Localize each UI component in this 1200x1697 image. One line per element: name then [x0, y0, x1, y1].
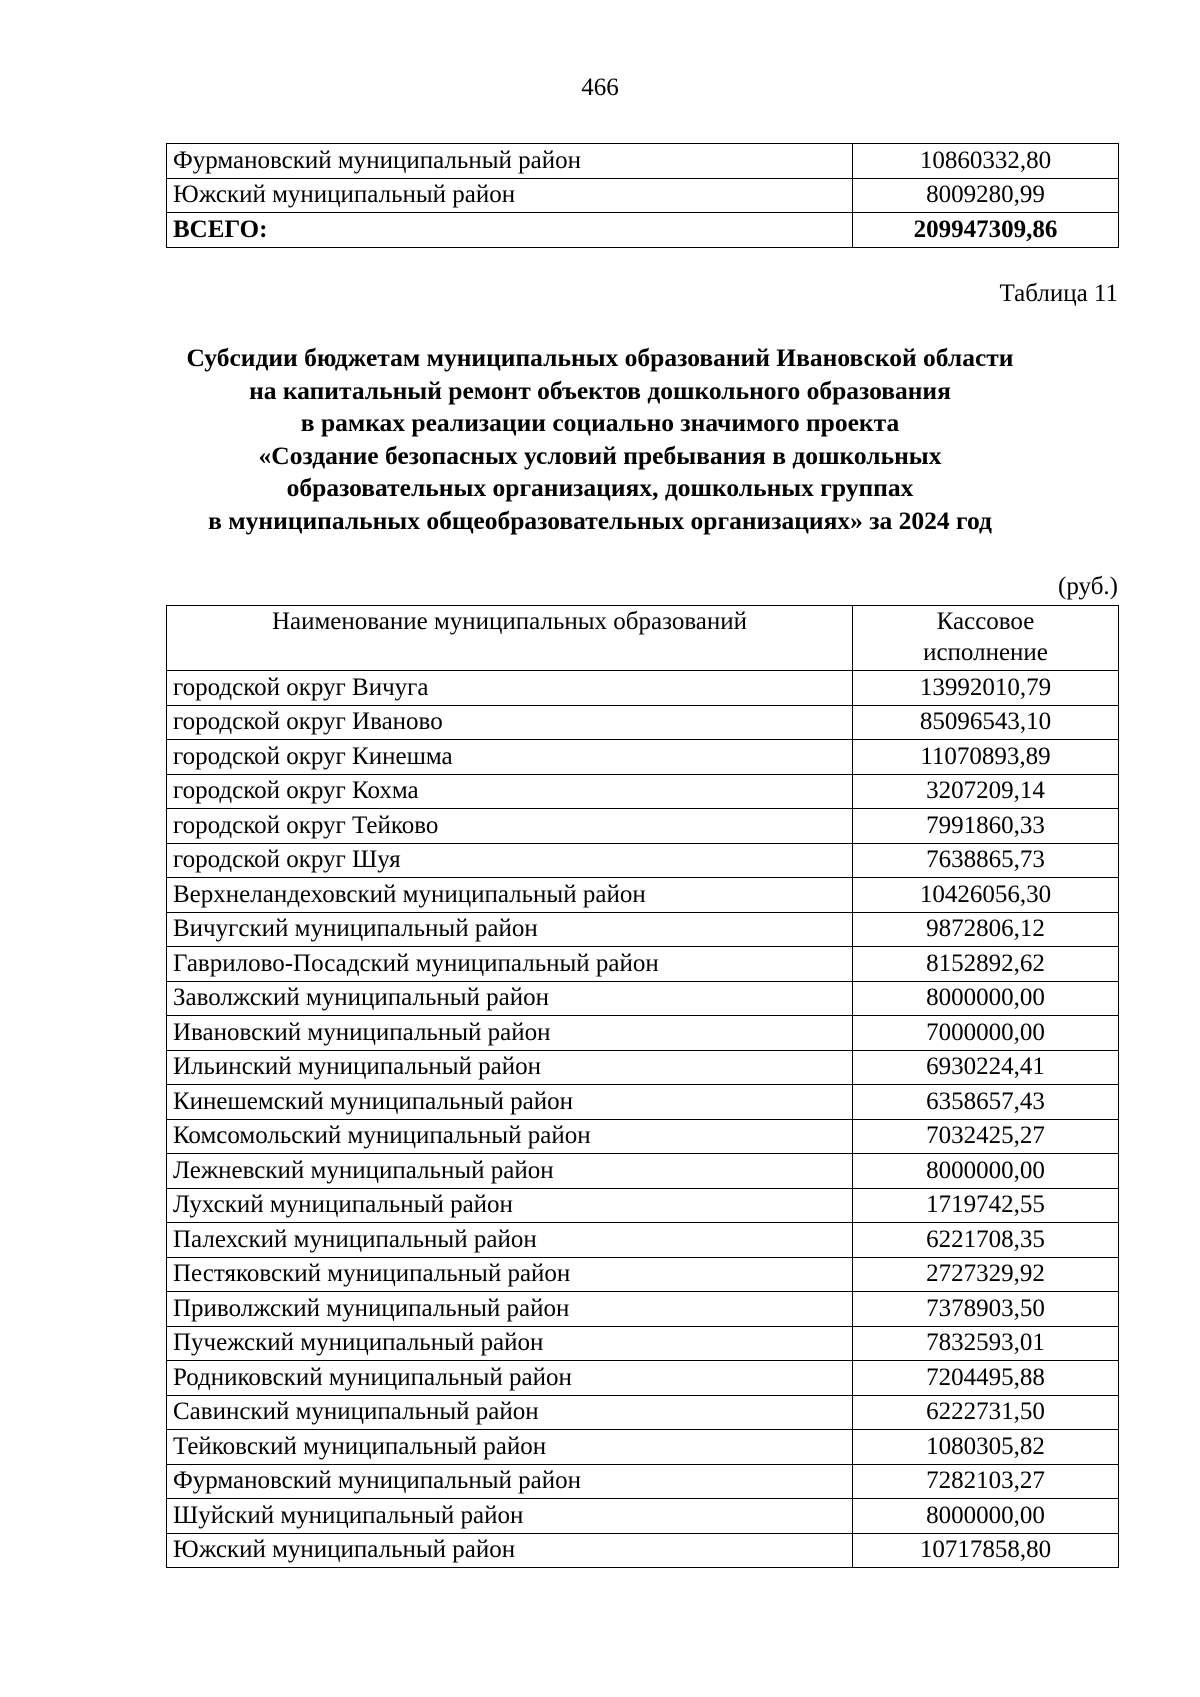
header-value-line2: исполнение — [923, 639, 1048, 666]
total-row — [167, 213, 1119, 248]
row-name: городской округ Тейково — [167, 809, 853, 844]
row-value: 11070893,89 — [853, 740, 1119, 775]
table-row — [167, 1154, 1119, 1189]
table-row — [167, 1292, 1119, 1327]
row-value: 1719742,55 — [853, 1188, 1119, 1223]
row-name: Комсомольский муниципальный район — [167, 1119, 853, 1154]
title-line: на капитальный ремонт объектов дошкольного образования — [249, 375, 951, 405]
table-row — [167, 774, 1119, 809]
row-name: городской округ Кохма — [167, 774, 853, 809]
previous-table — [166, 143, 1119, 248]
row-value: 10717858,80 — [853, 1533, 1119, 1568]
title-line: в муниципальных общеобразовательных организациях» за 2024 год — [208, 505, 992, 535]
row-name: Савинский муниципальный район — [167, 1395, 853, 1430]
row-name: Южский муниципальный район — [167, 1533, 853, 1568]
row-value: 7000000,00 — [853, 1016, 1119, 1051]
row-name: Пестяковский муниципальный район — [167, 1257, 853, 1292]
table-row — [167, 705, 1119, 740]
table-row — [167, 1499, 1119, 1534]
row-value: 7638865,73 — [853, 843, 1119, 878]
header-name: Наименование муниципальных образований — [167, 606, 853, 671]
row-value: 7282103,27 — [853, 1464, 1119, 1499]
row-value: 10860332,80 — [853, 144, 1119, 179]
table-row — [167, 843, 1119, 878]
page-number: 466 — [581, 74, 619, 101]
header-value-line1: Кассовое — [936, 608, 1035, 635]
row-value: 8000000,00 — [853, 1154, 1119, 1189]
row-name: Ильинский муниципальный район — [167, 1050, 853, 1085]
row-value: 6221708,35 — [853, 1223, 1119, 1258]
table-row — [167, 1119, 1119, 1154]
row-name: ВСЕГО: — [167, 213, 853, 248]
table-row — [167, 1464, 1119, 1499]
row-value: 6222731,50 — [853, 1395, 1119, 1430]
table-row — [167, 878, 1119, 913]
previous-table-body — [167, 144, 1119, 248]
table-row — [167, 1016, 1119, 1051]
subsidies-table-body — [167, 671, 1119, 1568]
title-line: образовательных организациях, дошкольных группах — [286, 473, 914, 502]
title-line: Субсидии бюджетам муниципальных образований Ивановской области — [186, 343, 1014, 372]
table-caption: Таблица 11 — [999, 280, 1118, 307]
row-value: 13992010,79 — [853, 671, 1119, 706]
row-value: 1080305,82 — [853, 1430, 1119, 1465]
row-name: Фурмановский муниципальный район — [167, 144, 853, 179]
table-row — [167, 1257, 1119, 1292]
row-name: Лежневский муниципальный район — [167, 1154, 853, 1189]
unit-label: (руб.) — [1058, 573, 1118, 600]
row-name: Кинешемский муниципальный район — [167, 1085, 853, 1120]
row-value: 7204495,88 — [853, 1361, 1119, 1396]
table-row — [167, 671, 1119, 706]
row-value: 6358657,43 — [853, 1085, 1119, 1120]
row-name: Вичугский муниципальный район — [167, 912, 853, 947]
row-value: 6930224,41 — [853, 1050, 1119, 1085]
header-value — [853, 606, 1119, 671]
table-row — [167, 1430, 1119, 1465]
table-row — [167, 1361, 1119, 1396]
row-name: Палехский муниципальный район — [167, 1223, 853, 1258]
row-value: 10426056,30 — [853, 878, 1119, 913]
table-row — [167, 1050, 1119, 1085]
table-row — [167, 1188, 1119, 1223]
table-row — [167, 178, 1119, 213]
table-row — [167, 740, 1119, 775]
row-value: 85096543,10 — [853, 705, 1119, 740]
row-name: Лухский муниципальный район — [167, 1188, 853, 1223]
row-value: 8000000,00 — [853, 1499, 1119, 1534]
document-title — [0, 342, 1200, 537]
row-value: 7032425,27 — [853, 1119, 1119, 1154]
row-value: 7832593,01 — [853, 1326, 1119, 1361]
row-name: Приволжский муниципальный район — [167, 1292, 853, 1327]
table-header-row — [167, 606, 1119, 671]
row-name: Южский муниципальный район — [167, 178, 853, 213]
row-value: 8152892,62 — [853, 947, 1119, 982]
row-name: городской округ Кинешма — [167, 740, 853, 775]
row-name: Ивановский муниципальный район — [167, 1016, 853, 1051]
row-value: 8009280,99 — [853, 178, 1119, 213]
table-row — [167, 1223, 1119, 1258]
table-row — [167, 809, 1119, 844]
row-name: Тейковский муниципальный район — [167, 1430, 853, 1465]
subsidies-table — [166, 605, 1119, 1568]
row-name: городской округ Вичуга — [167, 671, 853, 706]
row-name: Родниковский муниципальный район — [167, 1361, 853, 1396]
row-value: 209947309,86 — [853, 213, 1119, 248]
row-value: 7991860,33 — [853, 809, 1119, 844]
row-name: городской округ Шуя — [167, 843, 853, 878]
table-row — [167, 912, 1119, 947]
table-row — [167, 981, 1119, 1016]
row-name: Гаврилово-Посадский муниципальный район — [167, 947, 853, 982]
table-row — [167, 1395, 1119, 1430]
row-name: Фурмановский муниципальный район — [167, 1464, 853, 1499]
row-value: 3207209,14 — [853, 774, 1119, 809]
table-row — [167, 144, 1119, 179]
table-row — [167, 947, 1119, 982]
row-value: 2727329,92 — [853, 1257, 1119, 1292]
row-value: 7378903,50 — [853, 1292, 1119, 1327]
row-value: 9872806,12 — [853, 912, 1119, 947]
row-name: Верхнеландеховский муниципальный район — [167, 878, 853, 913]
row-name: городской округ Иваново — [167, 705, 853, 740]
row-value: 8000000,00 — [853, 981, 1119, 1016]
row-name: Заволжский муниципальный район — [167, 981, 853, 1016]
title-line: в рамках реализации социально значимого проекта — [300, 408, 900, 437]
table-row — [167, 1085, 1119, 1120]
row-name: Шуйский муниципальный район — [167, 1499, 853, 1534]
title-line: «Создание безопасных условий пребывания в дошкольных — [258, 440, 942, 470]
row-name: Пучежский муниципальный район — [167, 1326, 853, 1361]
table-row — [167, 1533, 1119, 1568]
table-row — [167, 1326, 1119, 1361]
